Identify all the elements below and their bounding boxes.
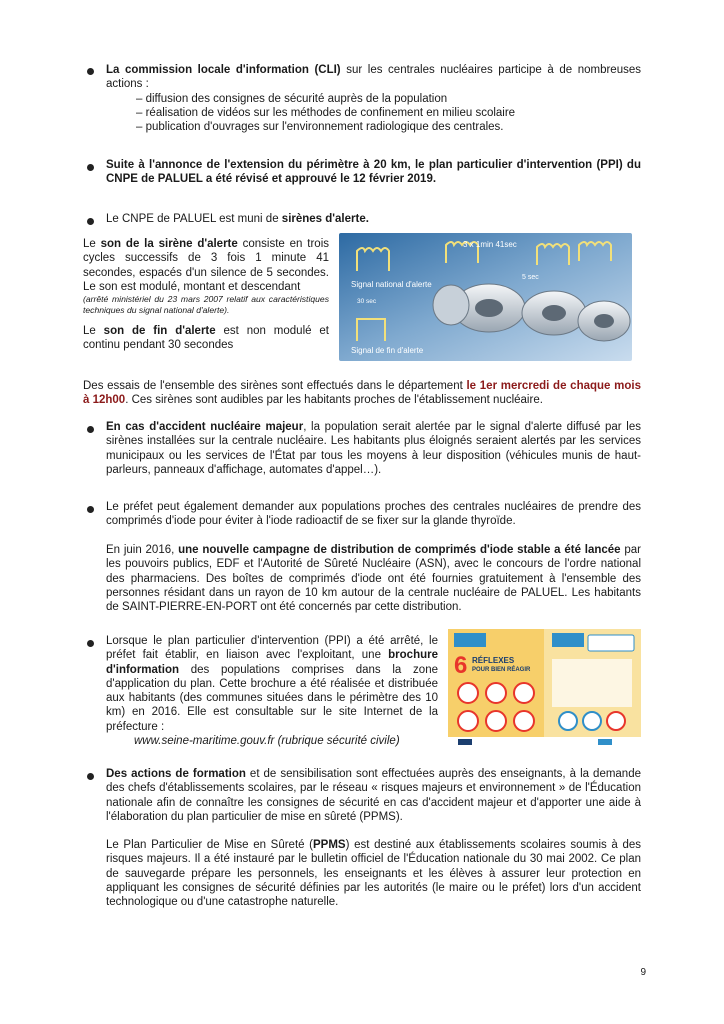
cli-lead: La commission locale d'information (CLI) <box>106 64 341 76</box>
brochure-pre: Lorsque le plan particulier d'intervention (PPI) a été arrêté, le préfet fait établir, en liaison avec l'exploitant, une <box>106 635 438 662</box>
poster-title-1: RÉFLEXES <box>472 656 515 665</box>
fin-pre: Le <box>83 325 104 338</box>
son-pre: Le <box>83 238 101 250</box>
essais-post: . Ces sirènes sont audibles par les habitants proches de l'établissement nucléaire. <box>125 394 543 407</box>
brochure-text: des populations comprises dans la zone d'application du plan. Cette brochure a été réalisée et distribuée aux habitants (des communes situées dans le périmètre des 10 km) en 2016. Elle est consultable sur le site Internet de la préfecture : <box>106 663 438 733</box>
cli-paragraph <box>106 63 641 92</box>
bullet <box>87 218 94 225</box>
label-signal-national: Signal national d'alerte <box>351 280 432 289</box>
formation-text: et de sensibilisation sont effectuées auprès des enseignants, à la demande des chefs d'établissements scolaires, par le réseau « risques majeurs et environnement » de l'Éducation nationale afin de connaître les consignes de sécurité en cas d'accident majeur et d'apporter une aide à l'élaboration du plan particulier de mise en sûreté (PPMS). <box>106 768 641 823</box>
ppi-text: Suite à l'annonce de l'extension du périmètre à 20 km, le plan particulier d'intervention (PPI) du CNPE de PALUEL a été révisé et approuvé le 12 février 2019. <box>106 159 641 186</box>
list-item: – diffusion des consignes de sécurité auprès de la population <box>136 92 448 105</box>
bullet <box>87 68 94 75</box>
arrete-note: (arrêté ministériel du 23 mars 2007 relatif aux caractéristiques techniques du signal national d'alerte). <box>83 294 329 316</box>
label-fin-alerte: Signal de fin d'alerte <box>351 346 424 355</box>
formation-bold: Des actions de formation <box>106 768 246 780</box>
siren-illustration <box>339 233 632 361</box>
fin-text: est non modulé et continu pendant 30 secondes <box>83 325 329 352</box>
sirene-description <box>83 237 329 353</box>
cli-list <box>136 92 641 135</box>
ppi-paragraph <box>106 158 641 187</box>
campagne-pre: En juin 2016, <box>106 544 179 556</box>
brochure-bold: brochure d'information <box>106 649 438 676</box>
prefecture-link[interactable]: www.seine-maritime.gouv.fr (rubrique sécurité civile) <box>134 735 400 748</box>
sirenes-intro-text: Le CNPE de PALUEL est muni de <box>106 213 282 225</box>
page-number: 9 <box>640 967 646 978</box>
label-30sec: 30 sec <box>357 298 377 305</box>
campagne-bold: une nouvelle campagne de distribution de comprimés d'iode stable a été lancée <box>178 544 621 556</box>
accident-paragraph <box>106 420 641 477</box>
poster-number: 6 <box>454 652 468 679</box>
accident-bold: En cas d'accident nucléaire majeur <box>106 421 304 433</box>
campagne-paragraph <box>106 543 641 614</box>
son-paragraph <box>83 237 329 294</box>
siren-graphic <box>339 233 632 361</box>
bullet <box>87 773 94 780</box>
ppms-bold: PPMS <box>313 839 346 851</box>
ppms-paragraph <box>106 838 641 909</box>
ppms-pre: Le Plan Particulier de Mise en Sûreté ( <box>106 839 314 851</box>
essais-pre: Des essais de l'ensemble des sirènes sont effectués dans le département <box>83 380 467 392</box>
brochure-paragraph <box>106 634 438 734</box>
bullet <box>87 164 94 171</box>
label-5sec: 5 sec <box>522 274 539 281</box>
essais-paragraph <box>83 379 641 408</box>
bullet <box>87 640 94 647</box>
sirenes-intro <box>106 212 641 226</box>
son-text: consiste en trois cycles successifs de 3 fois 1 minute 41 secondes, espacés d'un silence de 5 secondes. Le son est modulé, montant et descendant <box>83 238 329 293</box>
iode-paragraph: Le préfet peut également demander aux populations proches des centrales nucléaires de prendre des comprimés d'iode pour éviter à l'iode radioactif de se fixer sur la glande thyroïde. <box>106 501 641 528</box>
reflexes-poster <box>448 629 641 747</box>
list-item: – réalisation de vidéos sur les méthodes de confinement en milieu scolaire <box>136 106 516 119</box>
accident-text: , la population serait alertée par le signal d'alerte diffusé par les sirènes installées sur la centrale nucléaire. Les habitants plus éloignés seraient alertés par les services municipaux ou les services de l'État par tous les moyens à leur disposition (véhicules munis de haut-parleurs, panneaux d'affichage, automates d'appel…). <box>106 421 642 476</box>
brochure-section <box>106 634 438 748</box>
formation-paragraph <box>106 767 641 824</box>
fin-bold: son de fin d'alerte <box>103 325 216 338</box>
poster-title-2: POUR BIEN RÉAGIR <box>472 667 531 673</box>
cli-section <box>106 63 641 134</box>
campagne-text: par les pouvoirs publics, EDF et l'Autorité de Sûreté Nucléaire (ASN), avec le concours de l'ordre national des pharmaciens. Des boîtes de comprimés d'iode ont été fournies gratuitement à l'ensemble des personnes résidant dans un rayon de 10 km autour de la centrale nucléaire de PALUEL. Les habitants de SAINT-PIERRE-EN-PORT ont été concernés par cette distribution. <box>106 544 641 614</box>
ppms-text: ) est destiné aux établissements scolaires soumis à des risques majeurs. Il a été instauré par le bulletin officiel de l'Éducation nationale du 30 mai 2002. Ce plan de sauvegarde prépare les personnels, les enseignants et les élèves à assurer leur protection en appliquant les consignes de sécurité définies par les autorités (le maire ou le préfet) lors d'un accident technologique ou d'une catastrophe naturelle. <box>106 839 641 909</box>
essais-highlight: le 1er mercredi de chaque mois à 12h00 <box>83 380 641 407</box>
cli-text: sur les centrales nucléaires participe à de nombreuses actions : <box>106 64 641 91</box>
poster-graphic <box>448 629 641 747</box>
bullet <box>87 426 94 433</box>
bullet <box>87 506 94 513</box>
label-cycles: 3 x 1min 41sec <box>463 240 517 249</box>
fin-paragraph <box>83 324 329 353</box>
son-bold: son de la sirène d'alerte <box>100 238 238 250</box>
list-item: – publication d'ouvrages sur l'environnement radiologique des centrales. <box>136 121 504 134</box>
sirenes-intro-bold: sirènes d'alerte. <box>281 213 369 225</box>
